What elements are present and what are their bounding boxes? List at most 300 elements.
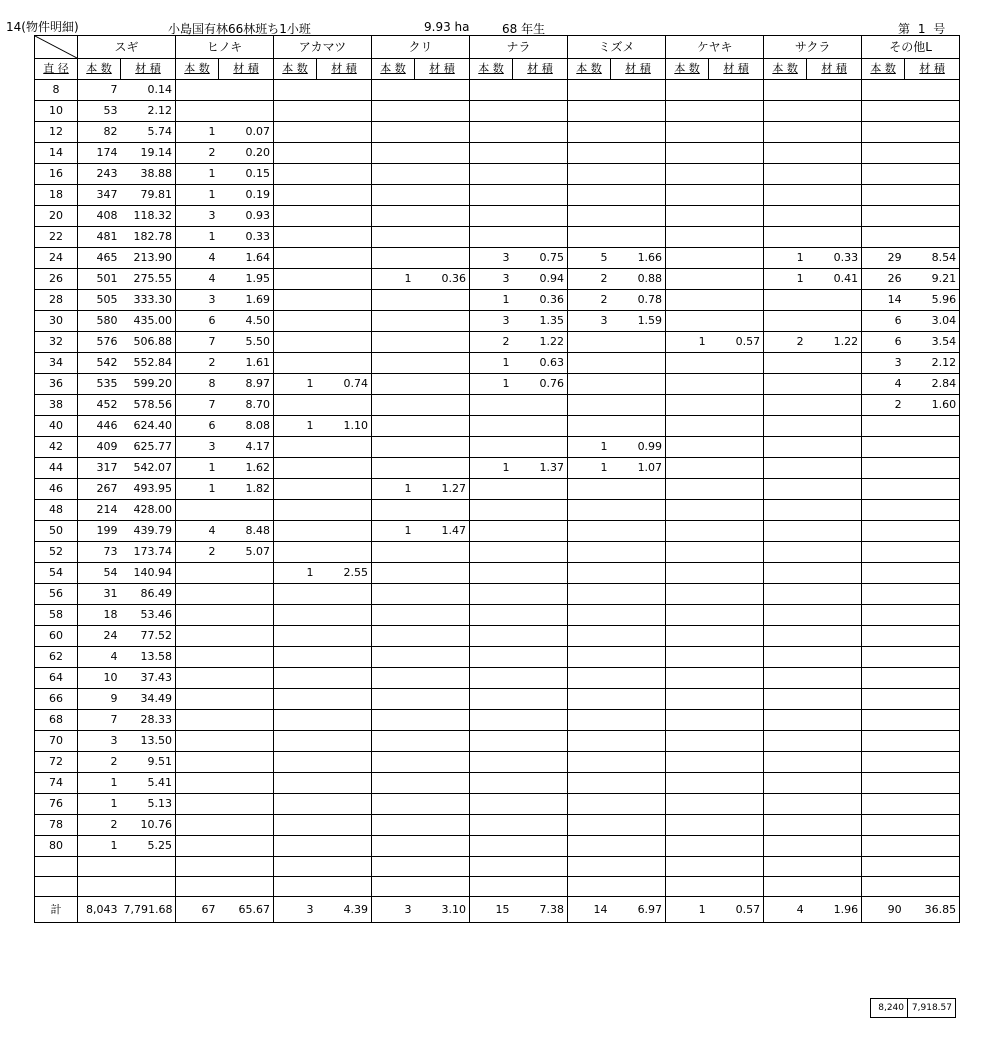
diameter-cell: 10 (35, 101, 78, 122)
volume-cell: 5.74 (121, 122, 176, 143)
diameter-cell: 42 (35, 437, 78, 458)
count-cell (568, 626, 611, 647)
count-cell (862, 731, 905, 752)
count-cell: 199 (78, 521, 121, 542)
table-row (35, 227, 960, 248)
volume-cell (807, 689, 862, 710)
count-cell (764, 521, 807, 542)
volume-cell (709, 857, 764, 877)
volume-cell (807, 877, 862, 897)
volume-cell (709, 437, 764, 458)
volume-header: 材 積 (317, 59, 372, 80)
count-cell (764, 164, 807, 185)
volume-cell (513, 794, 568, 815)
count-header: 本 数 (176, 59, 219, 80)
volume-cell (709, 227, 764, 248)
volume-cell (807, 857, 862, 877)
volume-cell (415, 80, 470, 101)
volume-cell (807, 731, 862, 752)
count-cell: 3 (470, 248, 513, 269)
count-cell: 452 (78, 395, 121, 416)
count-cell (862, 479, 905, 500)
volume-cell (611, 395, 666, 416)
count-cell (666, 647, 709, 668)
count-cell: 3 (176, 437, 219, 458)
count-cell (176, 605, 219, 626)
count-cell: 1 (470, 458, 513, 479)
volume-cell (905, 563, 960, 584)
volume-cell (317, 206, 372, 227)
diameter-cell: 74 (35, 773, 78, 794)
count-cell (764, 857, 807, 877)
count-cell (764, 626, 807, 647)
table-row (35, 290, 960, 311)
count-cell (372, 836, 415, 857)
volume-cell (317, 605, 372, 626)
count-cell (666, 248, 709, 269)
total-volume-cell: 36.85 (905, 897, 960, 923)
count-cell: 1 (274, 416, 317, 437)
volume-cell (807, 647, 862, 668)
count-cell (568, 227, 611, 248)
volume-cell (709, 521, 764, 542)
count-cell (862, 689, 905, 710)
count-cell (666, 458, 709, 479)
count-cell (666, 479, 709, 500)
stand-area: 9.93 ha (424, 20, 470, 34)
count-cell (470, 710, 513, 731)
count-cell: 24 (78, 626, 121, 647)
count-cell (862, 584, 905, 605)
count-cell (568, 605, 611, 626)
table-row (35, 479, 960, 500)
diameter-cell: 14 (35, 143, 78, 164)
count-cell (568, 143, 611, 164)
count-cell (372, 122, 415, 143)
diameter-cell: 26 (35, 269, 78, 290)
count-cell (568, 584, 611, 605)
count-cell: 6 (862, 332, 905, 353)
diameter-cell: 38 (35, 395, 78, 416)
species-header: ナラ (470, 36, 568, 59)
volume-cell (415, 752, 470, 773)
count-cell (470, 773, 513, 794)
volume-cell (611, 877, 666, 897)
volume-cell (317, 143, 372, 164)
count-cell (666, 689, 709, 710)
volume-cell (219, 101, 274, 122)
volume-cell: 86.49 (121, 584, 176, 605)
volume-cell (611, 605, 666, 626)
volume-cell (611, 416, 666, 437)
volume-cell: 5.50 (219, 332, 274, 353)
count-cell: 2 (862, 395, 905, 416)
volume-cell (905, 794, 960, 815)
volume-cell (611, 185, 666, 206)
count-cell: 243 (78, 164, 121, 185)
count-cell (666, 731, 709, 752)
volume-cell: 1.27 (415, 479, 470, 500)
volume-cell (415, 584, 470, 605)
count-cell (568, 122, 611, 143)
count-cell (862, 668, 905, 689)
count-cell (274, 143, 317, 164)
count-cell (372, 248, 415, 269)
count-cell (666, 437, 709, 458)
count-cell (568, 80, 611, 101)
volume-cell (905, 143, 960, 164)
count-cell (666, 206, 709, 227)
count-cell (372, 752, 415, 773)
count-cell (764, 227, 807, 248)
count-cell (666, 794, 709, 815)
volume-header: 材 積 (513, 59, 568, 80)
count-cell (470, 542, 513, 563)
volume-cell (513, 521, 568, 542)
count-cell (764, 311, 807, 332)
count-cell (862, 164, 905, 185)
count-cell: 7 (78, 80, 121, 101)
count-cell: 267 (78, 479, 121, 500)
count-cell (176, 101, 219, 122)
volume-cell (415, 395, 470, 416)
volume-cell (611, 479, 666, 500)
volume-cell: 19.14 (121, 143, 176, 164)
volume-cell: 5.13 (121, 794, 176, 815)
count-cell (764, 668, 807, 689)
count-cell: 1 (78, 773, 121, 794)
count-cell (862, 626, 905, 647)
table-row (35, 731, 960, 752)
count-cell: 214 (78, 500, 121, 521)
volume-cell (709, 269, 764, 290)
volume-cell (807, 374, 862, 395)
volume-cell (807, 710, 862, 731)
count-cell: 4 (176, 521, 219, 542)
count-cell: 1 (176, 458, 219, 479)
count-cell: 576 (78, 332, 121, 353)
count-cell: 4 (176, 269, 219, 290)
diameter-cell: 58 (35, 605, 78, 626)
volume-cell (709, 542, 764, 563)
species-header: ケヤキ (666, 36, 764, 59)
table-row (35, 647, 960, 668)
count-cell (274, 206, 317, 227)
count-cell (176, 626, 219, 647)
volume-cell (415, 857, 470, 877)
count-cell (666, 311, 709, 332)
volume-cell: 439.79 (121, 521, 176, 542)
volume-cell (317, 332, 372, 353)
volume-cell (807, 794, 862, 815)
count-cell (176, 500, 219, 521)
count-cell (372, 185, 415, 206)
count-cell: 1 (274, 563, 317, 584)
diameter-cell: 34 (35, 353, 78, 374)
table-row (35, 353, 960, 374)
volume-cell (905, 500, 960, 521)
count-cell (176, 794, 219, 815)
volume-cell: 79.81 (121, 185, 176, 206)
table-row (35, 269, 960, 290)
count-cell (764, 773, 807, 794)
count-cell (470, 815, 513, 836)
count-cell (568, 416, 611, 437)
volume-cell (905, 710, 960, 731)
count-cell (666, 605, 709, 626)
count-cell (470, 605, 513, 626)
count-cell (666, 164, 709, 185)
count-cell (176, 815, 219, 836)
species-header: サクラ (764, 36, 862, 59)
volume-cell (415, 332, 470, 353)
count-cell: 501 (78, 269, 121, 290)
volume-cell: 1.82 (219, 479, 274, 500)
volume-cell (415, 164, 470, 185)
volume-cell (513, 815, 568, 836)
volume-cell: 333.30 (121, 290, 176, 311)
count-cell: 1 (666, 332, 709, 353)
count-cell (862, 710, 905, 731)
volume-cell (219, 857, 274, 877)
table-row (35, 710, 960, 731)
volume-cell: 13.58 (121, 647, 176, 668)
count-cell (568, 689, 611, 710)
count-cell (862, 836, 905, 857)
volume-cell (317, 248, 372, 269)
volume-cell (415, 710, 470, 731)
diameter-header: 直 径 (35, 59, 78, 80)
count-cell (470, 731, 513, 752)
volume-cell (611, 794, 666, 815)
count-cell (568, 185, 611, 206)
corner-diagonal-cell (35, 36, 78, 59)
count-cell: 73 (78, 542, 121, 563)
volume-cell (415, 794, 470, 815)
volume-cell: 0.33 (807, 248, 862, 269)
volume-cell (807, 353, 862, 374)
count-cell (274, 877, 317, 897)
volume-cell: 0.75 (513, 248, 568, 269)
count-cell (372, 563, 415, 584)
count-cell (666, 80, 709, 101)
volume-cell (415, 668, 470, 689)
volume-cell (905, 815, 960, 836)
volume-cell (709, 479, 764, 500)
volume-cell (807, 437, 862, 458)
document-label: 14(物件明細) (6, 20, 79, 34)
volume-cell: 0.76 (513, 374, 568, 395)
count-cell (666, 752, 709, 773)
count-header: 本 数 (764, 59, 807, 80)
count-cell (568, 857, 611, 877)
table-row (35, 605, 960, 626)
volume-cell: 435.00 (121, 311, 176, 332)
volume-cell (317, 479, 372, 500)
volume-cell: 0.07 (219, 122, 274, 143)
count-cell: 3 (78, 731, 121, 752)
volume-cell (513, 647, 568, 668)
volume-cell: 213.90 (121, 248, 176, 269)
count-header: 本 数 (78, 59, 121, 80)
volume-cell: 5.41 (121, 773, 176, 794)
volume-cell: 77.52 (121, 626, 176, 647)
count-cell (372, 689, 415, 710)
volume-cell (415, 542, 470, 563)
volume-cell (709, 731, 764, 752)
volume-cell (709, 877, 764, 897)
volume-cell (807, 290, 862, 311)
count-cell (176, 752, 219, 773)
count-cell (764, 500, 807, 521)
count-cell: 1 (568, 458, 611, 479)
count-cell: 2 (764, 332, 807, 353)
count-cell (666, 626, 709, 647)
count-cell: 317 (78, 458, 121, 479)
count-cell (274, 437, 317, 458)
count-cell (666, 542, 709, 563)
diameter-cell: 46 (35, 479, 78, 500)
volume-cell (219, 794, 274, 815)
count-cell: 465 (78, 248, 121, 269)
count-cell: 3 (470, 269, 513, 290)
count-cell: 53 (78, 101, 121, 122)
volume-cell (709, 80, 764, 101)
volume-cell (219, 500, 274, 521)
volume-cell: 428.00 (121, 500, 176, 521)
count-cell: 1 (372, 269, 415, 290)
count-cell: 2 (176, 542, 219, 563)
volume-cell (317, 521, 372, 542)
volume-cell: 0.63 (513, 353, 568, 374)
volume-cell (709, 395, 764, 416)
volume-cell: 0.93 (219, 206, 274, 227)
volume-cell (709, 248, 764, 269)
volume-header: 材 積 (709, 59, 764, 80)
count-cell: 1 (470, 374, 513, 395)
count-cell: 1 (274, 374, 317, 395)
count-cell (372, 458, 415, 479)
volume-cell (611, 500, 666, 521)
diameter-cell: 54 (35, 563, 78, 584)
volume-cell (905, 752, 960, 773)
volume-cell (905, 164, 960, 185)
volume-cell: 28.33 (121, 710, 176, 731)
volume-cell (513, 437, 568, 458)
count-cell (274, 500, 317, 521)
count-cell (372, 605, 415, 626)
count-cell: 54 (78, 563, 121, 584)
count-cell: 14 (862, 290, 905, 311)
volume-cell: 2.84 (905, 374, 960, 395)
count-cell (274, 815, 317, 836)
count-cell: 1 (176, 227, 219, 248)
volume-cell (513, 563, 568, 584)
volume-cell (709, 206, 764, 227)
count-cell (862, 101, 905, 122)
volume-cell (611, 731, 666, 752)
volume-cell (807, 227, 862, 248)
count-cell (274, 80, 317, 101)
count-cell (764, 143, 807, 164)
volume-cell (709, 122, 764, 143)
volume-cell (807, 143, 862, 164)
volume-cell (807, 80, 862, 101)
diameter-cell: 78 (35, 815, 78, 836)
volume-cell (317, 710, 372, 731)
count-cell (176, 668, 219, 689)
volume-cell (317, 626, 372, 647)
count-cell (862, 857, 905, 877)
volume-cell (513, 479, 568, 500)
count-cell (862, 815, 905, 836)
volume-cell: 1.64 (219, 248, 274, 269)
volume-cell (415, 563, 470, 584)
count-cell: 3 (176, 206, 219, 227)
count-cell (274, 584, 317, 605)
volume-header: 材 積 (121, 59, 176, 80)
volume-cell: 0.15 (219, 164, 274, 185)
volume-cell (709, 101, 764, 122)
volume-cell (905, 626, 960, 647)
volume-cell (905, 542, 960, 563)
count-cell (274, 353, 317, 374)
volume-cell (219, 80, 274, 101)
table-row (35, 437, 960, 458)
total-count-cell: 4 (764, 897, 807, 923)
volume-cell (905, 80, 960, 101)
count-cell: 9 (78, 689, 121, 710)
volume-cell (709, 689, 764, 710)
volume-cell: 13.50 (121, 731, 176, 752)
count-cell (568, 500, 611, 521)
volume-cell (905, 773, 960, 794)
count-cell (470, 416, 513, 437)
count-cell (764, 122, 807, 143)
volume-cell (317, 752, 372, 773)
volume-header: 材 積 (219, 59, 274, 80)
count-cell (176, 857, 219, 877)
count-cell (470, 122, 513, 143)
volume-cell (219, 668, 274, 689)
species-header: クリ (372, 36, 470, 59)
volume-cell: 140.94 (121, 563, 176, 584)
count-cell: 26 (862, 269, 905, 290)
volume-cell (905, 206, 960, 227)
total-volume-cell: 0.57 (709, 897, 764, 923)
diameter-cell: 60 (35, 626, 78, 647)
volume-cell (709, 458, 764, 479)
volume-cell (709, 584, 764, 605)
volume-cell (807, 584, 862, 605)
volume-cell (905, 731, 960, 752)
volume-cell (709, 794, 764, 815)
volume-cell (709, 668, 764, 689)
count-cell (274, 101, 317, 122)
count-cell (470, 164, 513, 185)
count-cell (862, 605, 905, 626)
volume-cell: 0.57 (709, 332, 764, 353)
count-cell (372, 731, 415, 752)
count-cell: 542 (78, 353, 121, 374)
volume-cell: 53.46 (121, 605, 176, 626)
volume-cell (415, 248, 470, 269)
count-cell: 1 (176, 185, 219, 206)
count-cell (274, 626, 317, 647)
volume-cell: 38.88 (121, 164, 176, 185)
volume-cell (807, 668, 862, 689)
volume-cell (807, 542, 862, 563)
